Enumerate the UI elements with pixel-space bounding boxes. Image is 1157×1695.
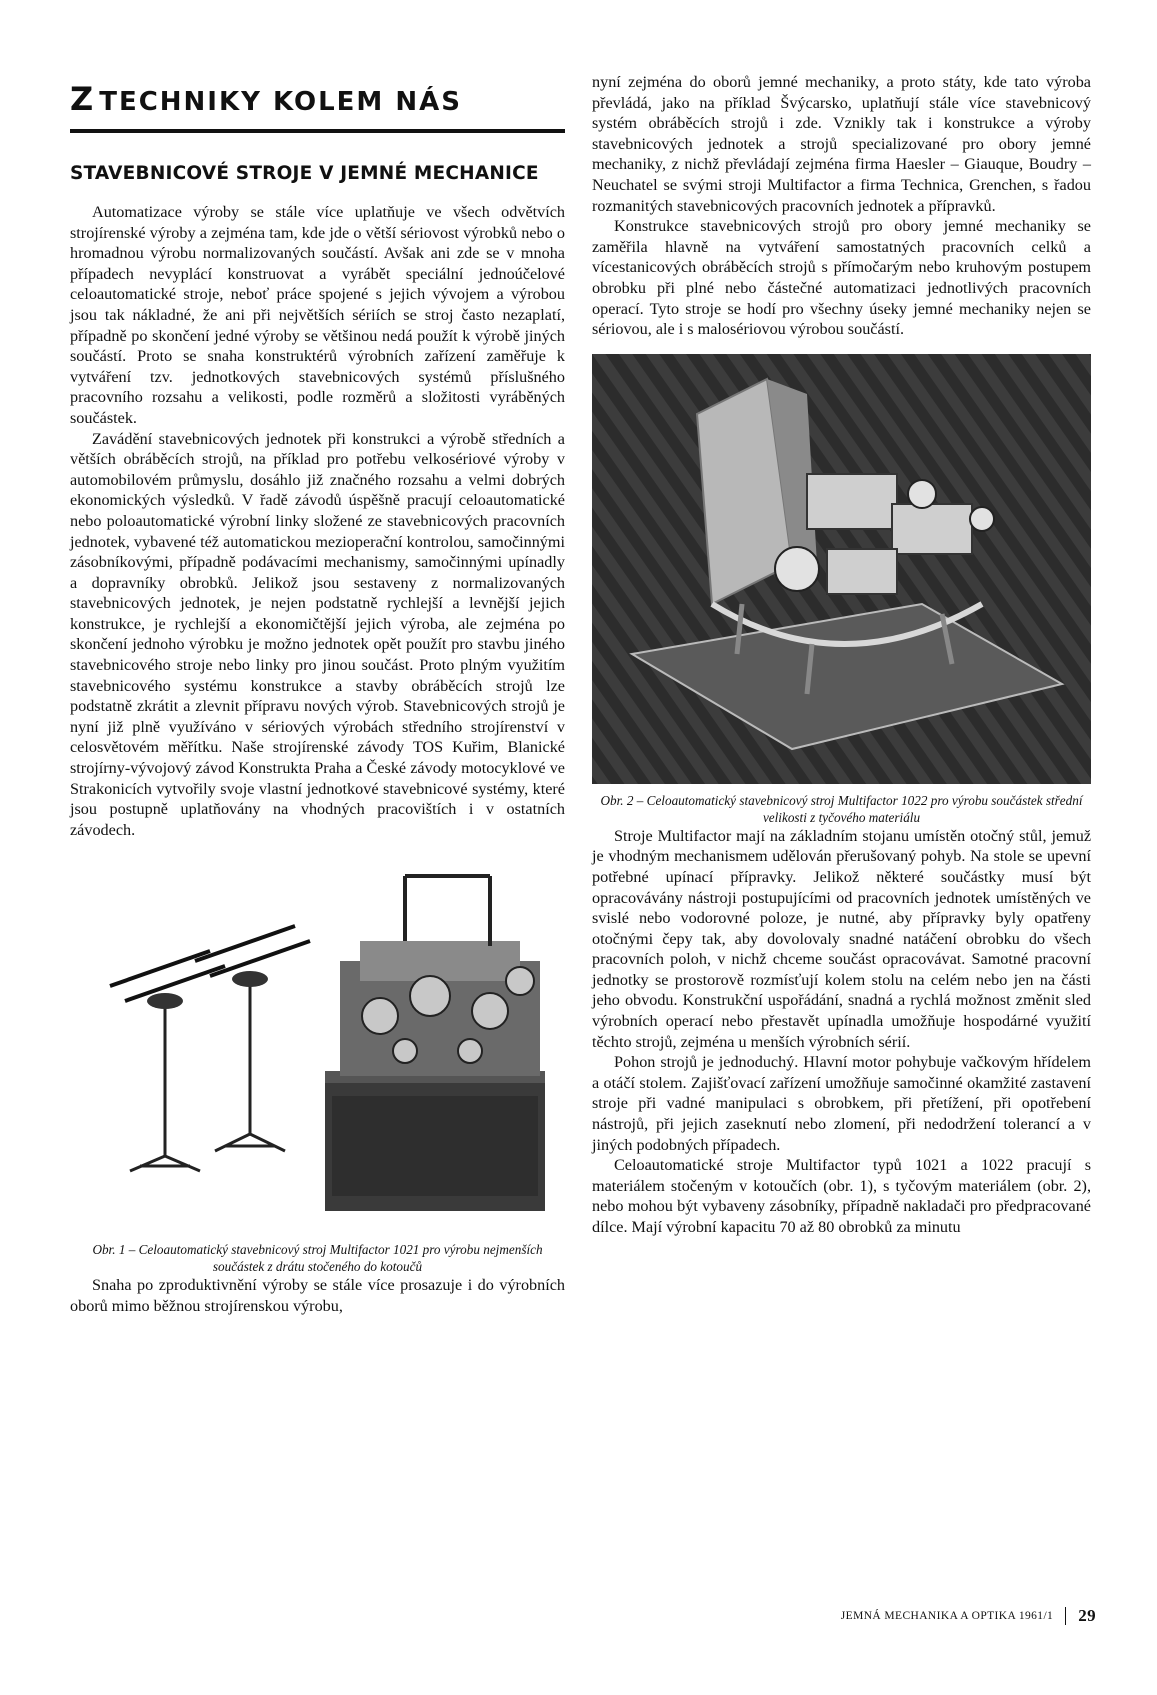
left-column: [70, 78, 565, 1317]
figure-2-photo: [592, 354, 1091, 784]
left-paragraph-2: Zavádění stavebnicových jednotek při konstrukci a výrobě středních a větších obráběcích strojů, na příklad pro potřebu velkosériové výroby v automobilovém průmyslu, dosáhlo již značného rozsahu a velmi dobrých ekonomických výsledků. V řadě závodů úspěšně pracují celoautomatické nebo poloautomatické výrobní linky složené ze stavebnicových pracovních jednotek, vybavené též automatickou mezioperační kontrolou, samočinnými zásobníkovými, případně podávacími mechanismy, samočinnými upínadly a dopravníky obrobků. Jelikož jsou sestaveny z normalizovaných stavebnicových jednotek, je nejen podstatně rychlejší a levnější jejich konstrukce, je rychlejší a ekonomičtější jejich výroba, ale zejména po skončení jednoho výrobku je možno jednotek opět použít pro stavbu jiného stavebnicového stroje nebo linky pro jinou součást. Proto plným využitím stavebnicového systému konstrukce a stavby obráběcích strojů lze podstatně zkrátit a zlevnit přípravu nových výrob. Stavebnicových strojů je nyní již plně využíváno v sériových výrobách středního strojírenství v celosvětovém měřítku. Naše strojírenské závody TOS Kuřim, Blanické strojírny-vývojový závod Konstrukta Praha a České závody motocyklové ve Strakonicích vytvořily svoje vlastní jednotkové stavebnicové systémy, které jsou postupně uplatňovány na vhodných pracovištích i v ostatních závodech.: [70, 429, 565, 839]
figure-2-caption: Obr. 2 – Celoautomatický stavebnicový stroj Multifactor 1022 pro výrobu součástek střední velikosti z tyčového materiálu: [600, 792, 1083, 825]
right-paragraph-5: Celoautomatické stroje Multifactor typů 1021 a 1022 pracují s materiálem stočeným v kotoučích (obr. 1), s tyčovým materiálem (obr. 2), nebo mohou být vybaveny zásobníky, případně nakladači pro předpracované dílce. Mají výrobní kapacitu 70 až 80 obrobků za minutu: [592, 1156, 1091, 1236]
right-paragraph-3: Stroje Multifactor mají na základním stojanu umístěn otočný stůl, jemuž je vhodným mechanismem udělován přerušovaný pohyb. Na stole se upevní potřebné upínací přípravky. Jelikož některé součástky musí být opracovávány nástroji postupujícími od pracovních jednotek umístěných ve svislé nebo vodorovné poloze, je nutné, aby přípravky byly opatřeny otočnými čepy tak, aby dovolovaly snadné natáčení obrobku do všech pracovních poloh, v nichž chceme součást opracovávat. Samotné pracovní jednotky se prostorově rozmísťují kolem stolu na celém nebo jen na části jeho obvodu. Konstrukční uspořádání, snadná a rychlá možnost změnit sled výrobních operací nebo přestavět upínadla umožňuje hospodárné využití těchto strojů, zejména u menších výrobních sérií.: [592, 826, 1091, 1051]
right-column: [592, 72, 1091, 1238]
figure-1: [70, 866, 565, 1275]
left-paragraph-3: Snaha po zproduktivnění výroby se stále více prosazuje i do výrobních oborů mimo běžnou strojírenskou výrobu,: [70, 1276, 565, 1315]
right-paragraph-2: Konstrukce stavebnicových strojů pro obory jemné mechaniky se zaměřila hlavně na vytváření samostatných pracovních celků a vícestanicových obráběcích strojů s přímočarým nebo kruhovým postupem obrobku při plné nebo částečné automatizaci jednotlivých pracovních operací. Tyto stroje se hodí pro všechny úseky jemné mechaniky nejen se sériovou, ale i s malosériovou výrobou součástí.: [592, 217, 1091, 339]
section-title-rule: [70, 129, 565, 133]
article-title: STAVEBNICOVÉ STROJE V JEMNÉ MECHANICE: [70, 163, 539, 184]
right-paragraph-4: Pohon strojů je jednoduchý. Hlavní motor pohybuje vačkovým hřídelem a otáčí stolem. Zajišťovací zařízení umožňuje samočinné okamžité zastavení stroje při vadné manipulaci s obrobkem, při přetížení, při opotřebení nástrojů, při jejich zaseknutí nebo zlomení, při nedodržení tolerancí a v jiných podobných případech.: [592, 1053, 1091, 1154]
figure-1-photo: [70, 866, 565, 1231]
section-title-initial: Z: [70, 80, 94, 118]
figure-2: [592, 354, 1091, 826]
footer-separator: [1065, 1607, 1066, 1625]
section-title-rest: TECHNIKY KOLEM NÁS: [99, 87, 462, 117]
figure-1-caption: Obr. 1 – Celoautomatický stavebnicový stroj Multifactor 1021 pro výrobu nejmenších součástek z drátu stočeného do kotoučů: [92, 1242, 543, 1275]
left-paragraph-1: Automatizace výroby se stále více uplatňuje ve všech odvětvích strojírenské výroby a zejména tam, kde jde o větší sériovost výrobků nebo o hromadnou výrobu normalizovaných součástí. Avšak ani zde se v mnoha případech nevyplácí konstruovat a vyrábět speciální jednoúčelové celoautomatické stroje, neboť práce spojené s jejich vývojem a výrobou jsou tak nákladné, že ani při největších sériích se stroj často nezaplatí, případně po skončení jedné výroby se většinou nedá použít k výrobě jiných součástí. Proto se snaha konstruktérů výrobních zařízení zaměřuje k vytváření tzv. jednotkových stavebnicových systémů příslušného pracovního rozsahu a velikosti, podle rozměrů a složitosti vyráběných součástek.: [70, 203, 565, 427]
page-number: 29: [1078, 1606, 1096, 1625]
section-title: [70, 82, 565, 119]
right-paragraph-1: nyní zejména do oborů jemné mechaniky, a proto státy, kde tato výroba převládá, jako na příklad Švýcarsko, uplatňují stále více stavebnicový systém obráběcích strojů i zde. Vznikly tak i konstrukce a výroby stavebnicových jednotek a strojů specializované pro obory jemné mechaniky, z nichž převládají zejména firma Haesler – Giauque, Boudry – Neuchatel se svými stroji Multifactor a firma Technica, Grenchen, s řadou rozmanitých stavebnicových pracovních jednotek a přípravků.: [592, 73, 1091, 215]
journal-name: JEMNÁ MECHANIKA A OPTIKA 1961/1: [840, 1610, 1054, 1622]
page-footer: [776, 1606, 1096, 1626]
